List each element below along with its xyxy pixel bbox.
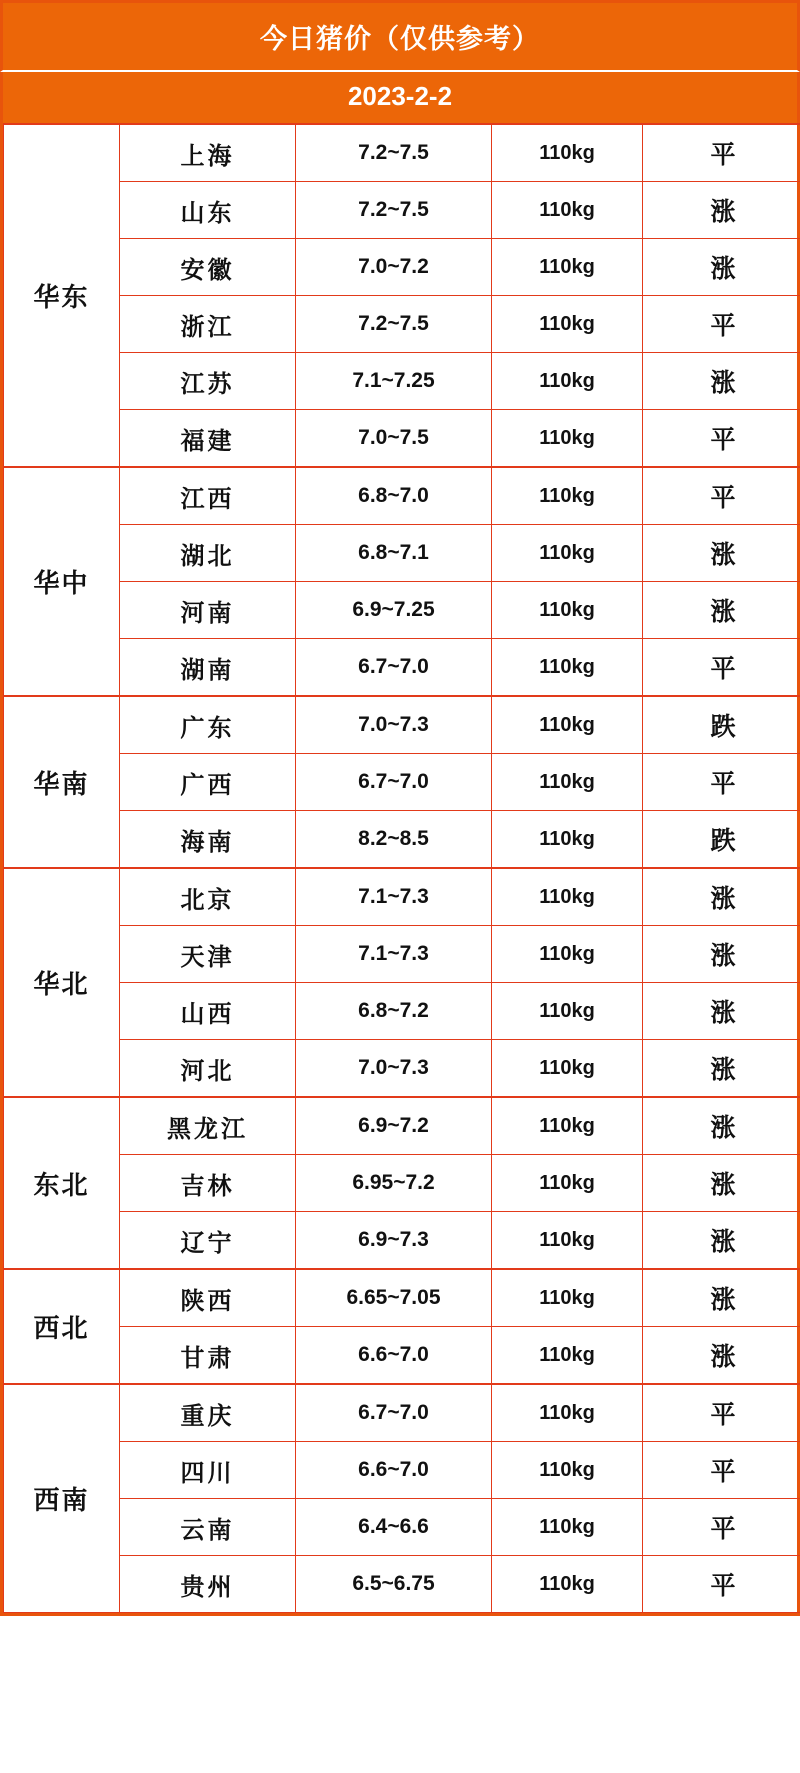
province-cell: 安徽 bbox=[120, 239, 296, 296]
trend-cell: 平 bbox=[643, 124, 800, 182]
weight-cell: 110kg bbox=[492, 582, 643, 639]
region-cell: 华中 bbox=[4, 467, 120, 696]
region-cell: 华北 bbox=[4, 868, 120, 1097]
price-cell: 6.4~6.6 bbox=[296, 1499, 492, 1556]
table-row bbox=[4, 239, 800, 296]
weight-cell: 110kg bbox=[492, 296, 643, 353]
date-bar: 2023-2-2 bbox=[0, 72, 800, 123]
province-cell: 四川 bbox=[120, 1442, 296, 1499]
province-cell: 甘肃 bbox=[120, 1327, 296, 1385]
table-row bbox=[4, 1442, 800, 1499]
weight-cell: 110kg bbox=[492, 1499, 643, 1556]
trend-cell: 平 bbox=[643, 639, 800, 697]
province-cell: 广西 bbox=[120, 754, 296, 811]
trend-cell: 涨 bbox=[643, 983, 800, 1040]
trend-cell: 涨 bbox=[643, 1040, 800, 1098]
price-cell: 8.2~8.5 bbox=[296, 811, 492, 869]
table-row bbox=[4, 124, 800, 182]
province-cell: 海南 bbox=[120, 811, 296, 869]
trend-cell: 平 bbox=[643, 1384, 800, 1442]
province-cell: 天津 bbox=[120, 926, 296, 983]
trend-cell: 涨 bbox=[643, 1097, 800, 1155]
price-cell: 6.7~7.0 bbox=[296, 1384, 492, 1442]
trend-cell: 涨 bbox=[643, 1327, 800, 1385]
price-cell: 7.1~7.3 bbox=[296, 926, 492, 983]
province-cell: 福建 bbox=[120, 410, 296, 468]
province-cell: 河南 bbox=[120, 582, 296, 639]
table-row bbox=[4, 926, 800, 983]
trend-cell: 平 bbox=[643, 296, 800, 353]
region-cell: 东北 bbox=[4, 1097, 120, 1269]
trend-cell: 涨 bbox=[643, 353, 800, 410]
province-cell: 重庆 bbox=[120, 1384, 296, 1442]
table-row bbox=[4, 811, 800, 869]
province-cell: 北京 bbox=[120, 868, 296, 926]
table-row bbox=[4, 182, 800, 239]
weight-cell: 110kg bbox=[492, 1212, 643, 1270]
price-cell: 6.6~7.0 bbox=[296, 1327, 492, 1385]
price-cell: 7.0~7.2 bbox=[296, 239, 492, 296]
weight-cell: 110kg bbox=[492, 1327, 643, 1385]
weight-cell: 110kg bbox=[492, 983, 643, 1040]
province-cell: 山东 bbox=[120, 182, 296, 239]
table-row bbox=[4, 868, 800, 926]
weight-cell: 110kg bbox=[492, 1556, 643, 1613]
province-cell: 辽宁 bbox=[120, 1212, 296, 1270]
weight-cell: 110kg bbox=[492, 1040, 643, 1098]
table-row bbox=[4, 1269, 800, 1327]
pig-price-table bbox=[3, 123, 800, 1613]
province-cell: 吉林 bbox=[120, 1155, 296, 1212]
trend-cell: 跌 bbox=[643, 811, 800, 869]
trend-cell: 跌 bbox=[643, 696, 800, 754]
table-row bbox=[4, 525, 800, 582]
weight-cell: 110kg bbox=[492, 868, 643, 926]
weight-cell: 110kg bbox=[492, 811, 643, 869]
table-row bbox=[4, 1499, 800, 1556]
price-cell: 7.2~7.5 bbox=[296, 296, 492, 353]
price-cell: 7.2~7.5 bbox=[296, 182, 492, 239]
table-row bbox=[4, 1040, 800, 1098]
weight-cell: 110kg bbox=[492, 1442, 643, 1499]
table-row bbox=[4, 582, 800, 639]
province-cell: 湖南 bbox=[120, 639, 296, 697]
price-cell: 6.8~7.2 bbox=[296, 983, 492, 1040]
trend-cell: 涨 bbox=[643, 868, 800, 926]
table-row bbox=[4, 754, 800, 811]
weight-cell: 110kg bbox=[492, 1155, 643, 1212]
price-cell: 6.9~7.3 bbox=[296, 1212, 492, 1270]
price-cell: 6.65~7.05 bbox=[296, 1269, 492, 1327]
weight-cell: 110kg bbox=[492, 467, 643, 525]
weight-cell: 110kg bbox=[492, 239, 643, 296]
province-cell: 浙江 bbox=[120, 296, 296, 353]
price-cell: 7.1~7.25 bbox=[296, 353, 492, 410]
weight-cell: 110kg bbox=[492, 525, 643, 582]
trend-cell: 平 bbox=[643, 754, 800, 811]
province-cell: 上海 bbox=[120, 124, 296, 182]
price-cell: 6.5~6.75 bbox=[296, 1556, 492, 1613]
trend-cell: 平 bbox=[643, 1442, 800, 1499]
price-cell: 6.8~7.0 bbox=[296, 467, 492, 525]
table-row bbox=[4, 467, 800, 525]
weight-cell: 110kg bbox=[492, 1269, 643, 1327]
table-row bbox=[4, 1155, 800, 1212]
region-cell: 西南 bbox=[4, 1384, 120, 1613]
table-row bbox=[4, 410, 800, 468]
trend-cell: 涨 bbox=[643, 182, 800, 239]
trend-cell: 涨 bbox=[643, 239, 800, 296]
table-row bbox=[4, 1384, 800, 1442]
trend-cell: 涨 bbox=[643, 1155, 800, 1212]
table-row bbox=[4, 353, 800, 410]
weight-cell: 110kg bbox=[492, 696, 643, 754]
province-cell: 黑龙江 bbox=[120, 1097, 296, 1155]
province-cell: 广东 bbox=[120, 696, 296, 754]
table-row bbox=[4, 1327, 800, 1385]
table-body bbox=[4, 124, 800, 1613]
price-cell: 6.7~7.0 bbox=[296, 639, 492, 697]
weight-cell: 110kg bbox=[492, 124, 643, 182]
province-cell: 贵州 bbox=[120, 1556, 296, 1613]
weight-cell: 110kg bbox=[492, 926, 643, 983]
price-cell: 7.0~7.3 bbox=[296, 1040, 492, 1098]
trend-cell: 平 bbox=[643, 1499, 800, 1556]
price-cell: 6.9~7.2 bbox=[296, 1097, 492, 1155]
table-row bbox=[4, 1212, 800, 1270]
weight-cell: 110kg bbox=[492, 182, 643, 239]
table-row bbox=[4, 1556, 800, 1613]
province-cell: 江苏 bbox=[120, 353, 296, 410]
weight-cell: 110kg bbox=[492, 1097, 643, 1155]
trend-cell: 涨 bbox=[643, 582, 800, 639]
price-cell: 7.0~7.3 bbox=[296, 696, 492, 754]
price-cell: 7.2~7.5 bbox=[296, 124, 492, 182]
price-cell: 6.7~7.0 bbox=[296, 754, 492, 811]
table-row bbox=[4, 696, 800, 754]
weight-cell: 110kg bbox=[492, 1384, 643, 1442]
weight-cell: 110kg bbox=[492, 754, 643, 811]
trend-cell: 平 bbox=[643, 1556, 800, 1613]
weight-cell: 110kg bbox=[492, 410, 643, 468]
weight-cell: 110kg bbox=[492, 353, 643, 410]
table-row bbox=[4, 639, 800, 697]
province-cell: 河北 bbox=[120, 1040, 296, 1098]
trend-cell: 涨 bbox=[643, 926, 800, 983]
table-row bbox=[4, 296, 800, 353]
price-cell: 7.0~7.5 bbox=[296, 410, 492, 468]
trend-cell: 涨 bbox=[643, 1269, 800, 1327]
price-sheet bbox=[0, 123, 800, 1616]
page-title: 今日猪价（仅供参考） bbox=[0, 0, 800, 72]
region-cell: 华南 bbox=[4, 696, 120, 868]
trend-cell: 平 bbox=[643, 467, 800, 525]
price-cell: 6.95~7.2 bbox=[296, 1155, 492, 1212]
price-cell: 6.8~7.1 bbox=[296, 525, 492, 582]
trend-cell: 涨 bbox=[643, 1212, 800, 1270]
table-row bbox=[4, 983, 800, 1040]
province-cell: 山西 bbox=[120, 983, 296, 1040]
weight-cell: 110kg bbox=[492, 639, 643, 697]
province-cell: 陕西 bbox=[120, 1269, 296, 1327]
trend-cell: 平 bbox=[643, 410, 800, 468]
region-cell: 华东 bbox=[4, 124, 120, 467]
province-cell: 江西 bbox=[120, 467, 296, 525]
table-row bbox=[4, 1097, 800, 1155]
province-cell: 湖北 bbox=[120, 525, 296, 582]
price-cell: 7.1~7.3 bbox=[296, 868, 492, 926]
price-cell: 6.9~7.25 bbox=[296, 582, 492, 639]
trend-cell: 涨 bbox=[643, 525, 800, 582]
region-cell: 西北 bbox=[4, 1269, 120, 1384]
province-cell: 云南 bbox=[120, 1499, 296, 1556]
price-cell: 6.6~7.0 bbox=[296, 1442, 492, 1499]
